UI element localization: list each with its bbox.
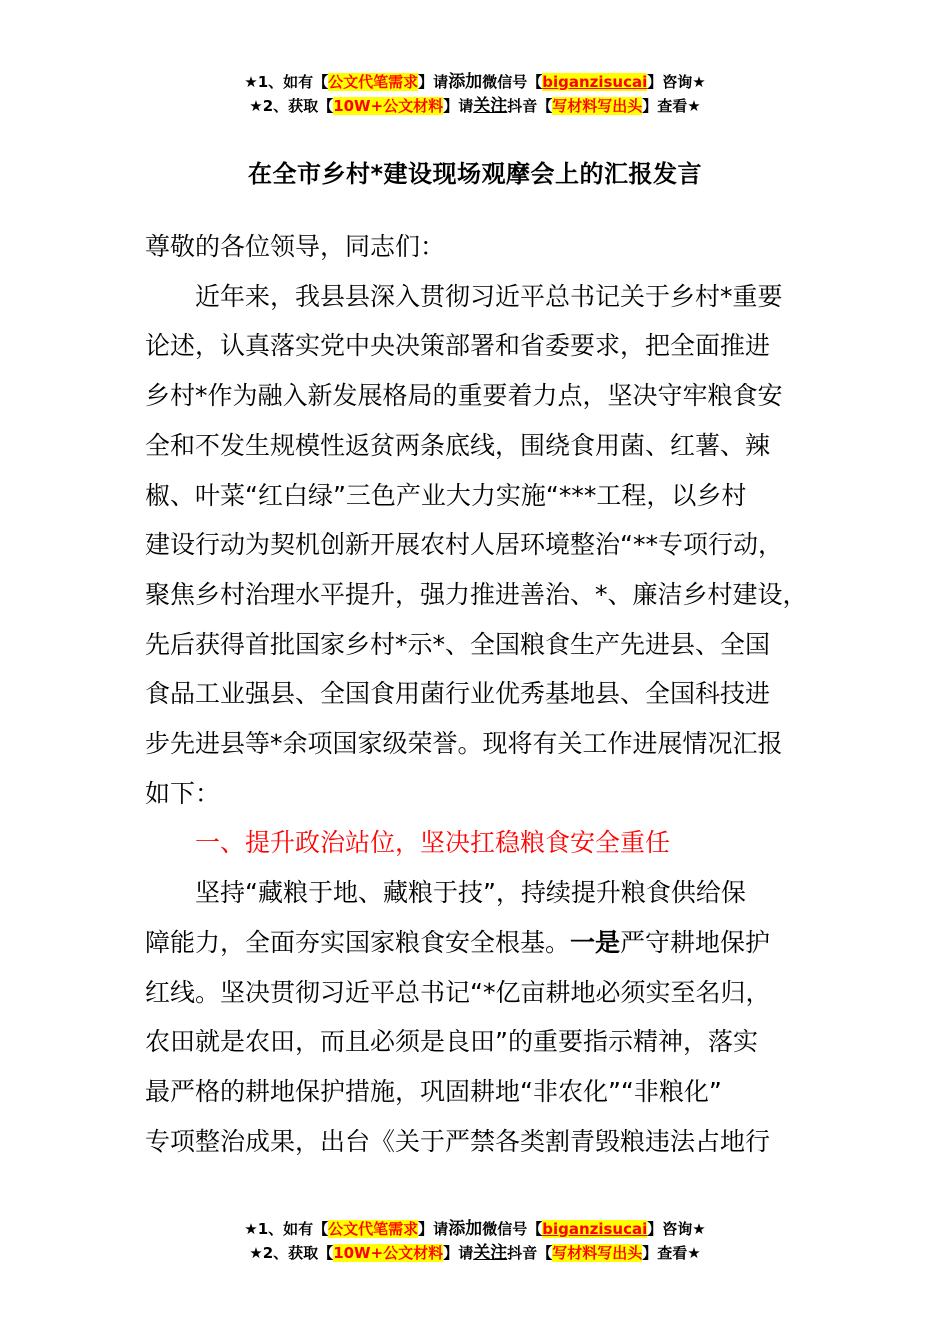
banner-emphasis: 关注 [473, 96, 508, 116]
paragraph-line: 如下： [145, 778, 221, 808]
banner-line-1 [0, 1217, 950, 1241]
banner-text: ★1、如有【 [244, 1220, 329, 1238]
paragraph-line: 聚焦乡村治理水平提升，强力推进善治、*、廉洁乡村建设， [145, 579, 808, 609]
banner-text: ★2、获取【 [249, 1244, 334, 1262]
paragraph-line: 全和不发生规模性返贫两条底线，围绕食用菌、红薯、辣 [145, 430, 771, 460]
banner-text: 】咨询★ [647, 73, 706, 91]
banner-douyin-id[interactable]: 写材料写出头 [552, 97, 643, 115]
banner-text: 】请 [418, 73, 449, 91]
paragraph-line: 步先进县等*余项国家级荣誉。现将有关工作进展情况汇报 [145, 729, 783, 759]
banner-text: 抖音【 [507, 97, 553, 115]
paragraph-text: 障能力，全面夯实国家粮食安全根基。 [145, 927, 571, 957]
paragraph-line: 椒、叶菜“红白绿”三色产业大力实施“***工程，以乡村 [145, 480, 747, 510]
banner-text: 】查看★ [642, 97, 701, 115]
banner-text: 抖音【 [507, 1244, 553, 1262]
banner-text: 】请 [443, 1244, 474, 1262]
paragraph-line: 先后获得首批国家乡村*示*、全国粮食生产先进县、全国 [145, 629, 771, 659]
banner-highlight: 公文代笔需求 [328, 73, 419, 91]
paragraph-line: 论述，认真落实党中央决策部署和省委要求，把全面推进 [145, 331, 771, 361]
paragraph-line: 红线。坚决贯彻习近平总书记“*亿亩耕地必须实至名归， [145, 977, 771, 1007]
banner-highlight: 公文代笔需求 [328, 1220, 419, 1238]
banner-highlight: 10W+公文材料 [333, 97, 444, 115]
paragraph-line: 建设行动为契机创新开展农村人居环境整治“**专项行动， [145, 530, 783, 560]
banner-text: 】查看★ [642, 1244, 701, 1262]
paragraph-line [145, 918, 825, 968]
document-body [145, 222, 825, 1166]
banner-text: 】咨询★ [647, 1220, 706, 1238]
document-title: 在全市乡村*建设现场观摩会上的汇报发言 [247, 160, 703, 188]
banner-text: ★1、如有【 [244, 73, 329, 91]
paragraph-line: 农田就是农田，而且必须是良田”的重要指示精神，落实 [145, 1027, 758, 1057]
banner-text: ★2、获取【 [249, 97, 334, 115]
banner-text: 】请 [418, 1220, 449, 1238]
banner-highlight: 10W+公文材料 [333, 1244, 444, 1262]
banner-text: 微信号【 [482, 1220, 543, 1238]
banner-line-2 [0, 94, 950, 118]
paragraph-line: 专项整治成果，出台《关于严禁各类割青毁粮违法占地行 [145, 1126, 771, 1156]
paragraph-line: 坚持“藏粮于地、藏粮于技”，持续提升粮食供给保 [195, 878, 746, 908]
banner-line-2 [0, 1241, 950, 1265]
paragraph-line: 最严格的耕地保护措施，巩固耕地“非农化”“非粮化” [145, 1076, 722, 1106]
banner-text: 微信号【 [482, 73, 543, 91]
banner-emphasis: 添加 [448, 72, 483, 92]
salutation: 尊敬的各位领导，同志们： [145, 232, 446, 261]
banner-wechat-id[interactable]: biganzisucai [542, 1220, 648, 1238]
banner-wechat-id[interactable]: biganzisucai [542, 73, 648, 91]
banner-text: 】请 [443, 97, 474, 115]
paragraph-text: 严守耕地保护 [620, 927, 771, 957]
banner-emphasis: 添加 [448, 1219, 483, 1239]
banner-douyin-id[interactable]: 写材料写出头 [552, 1244, 643, 1262]
section-heading: 一、提升政治站位，坚决扛稳粮食安全重任 [195, 828, 671, 858]
banner-emphasis: 关注 [473, 1243, 508, 1263]
bold-marker: 一是 [570, 927, 621, 957]
paragraph-line: 近年来，我县县深入贯彻习近平总书记关于乡村*重要 [195, 281, 783, 311]
paragraph-line: 食品工业强县、全国食用菌行业优秀基地县、全国科技进 [145, 679, 771, 709]
top-banner [0, 70, 950, 118]
paragraph-line: 乡村*作为融入新发展格局的重要着力点，坚决守牢粮食安 [145, 381, 783, 411]
bottom-banner [0, 1217, 950, 1265]
banner-line-1 [0, 70, 950, 94]
